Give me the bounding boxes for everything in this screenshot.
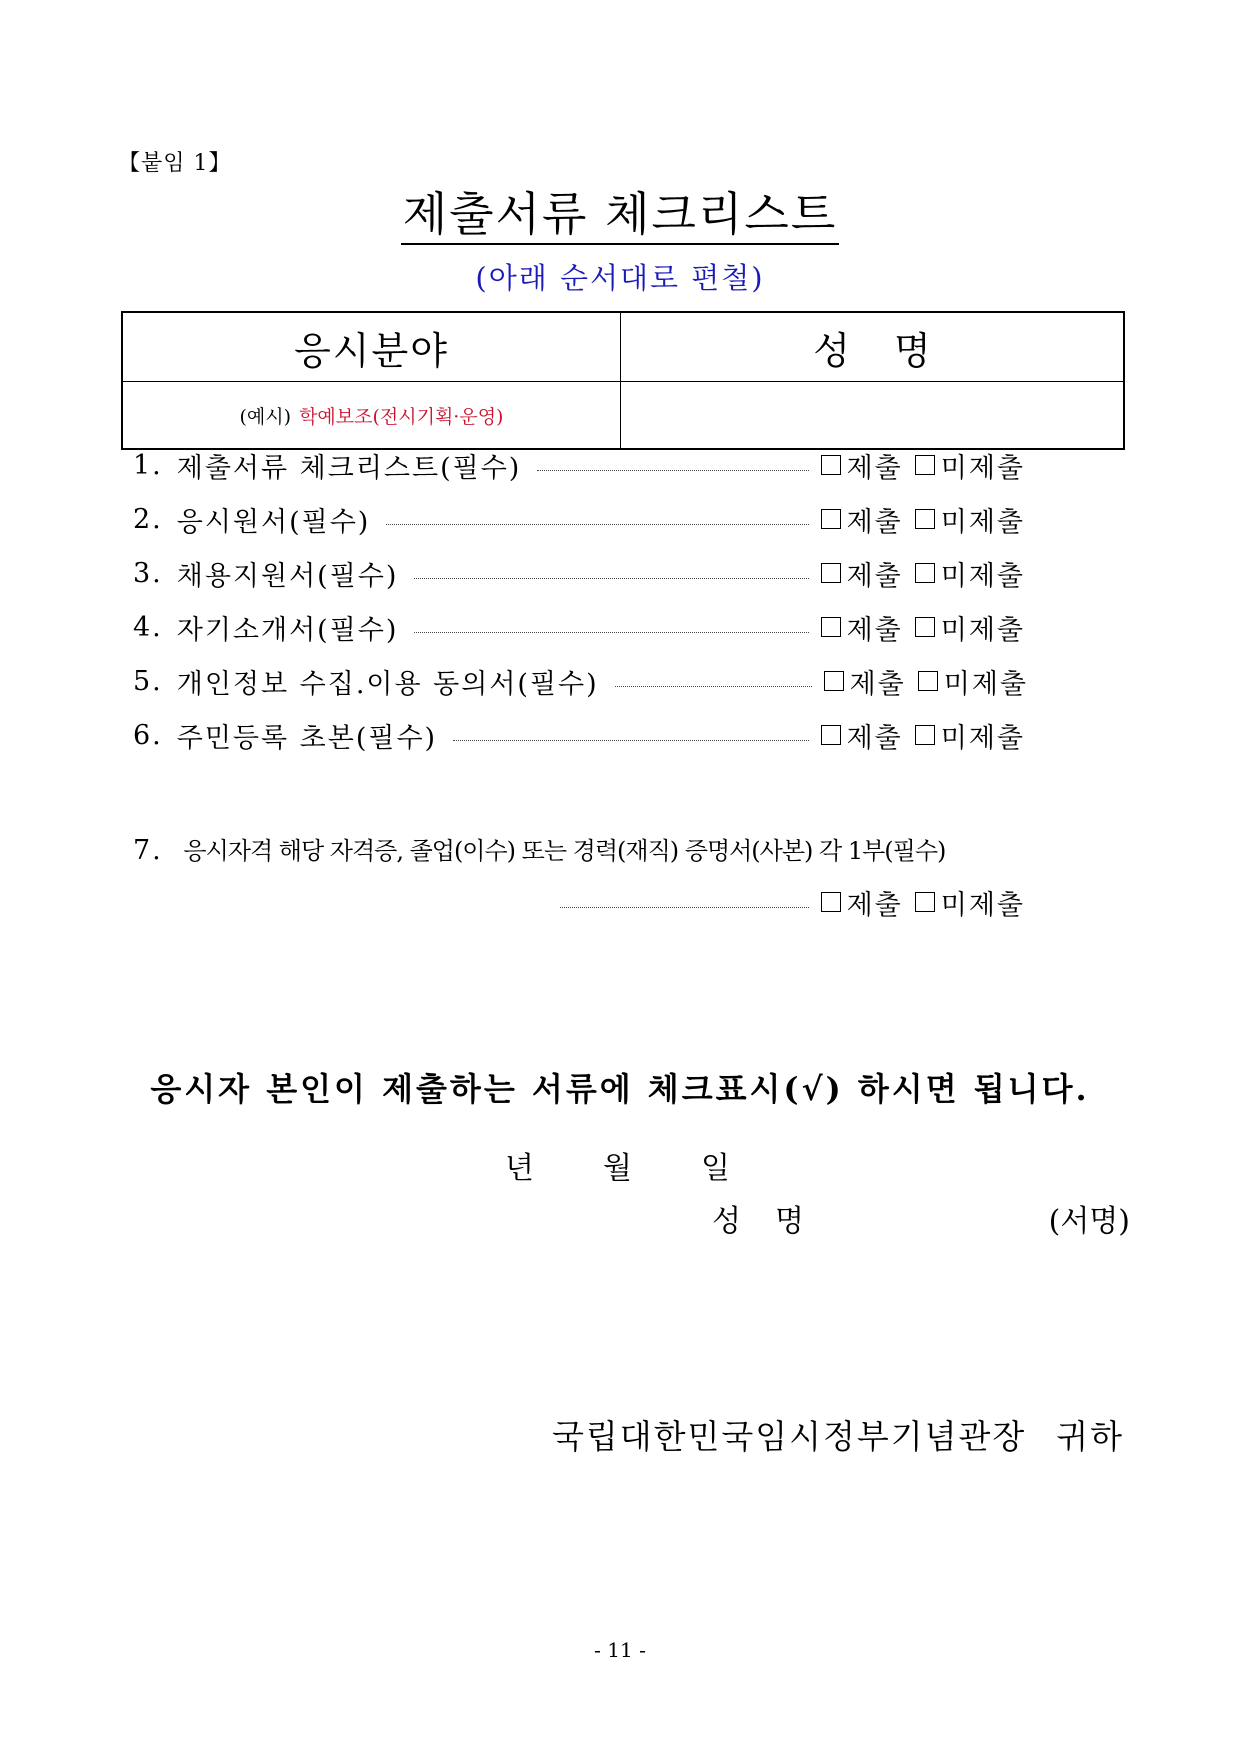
submitted-label: 제출 bbox=[846, 614, 903, 646]
dotted-leader bbox=[414, 632, 808, 633]
submitted-checkbox[interactable] bbox=[821, 892, 841, 912]
item-number: 4. bbox=[133, 611, 163, 643]
dotted-leader bbox=[453, 740, 809, 741]
check-group bbox=[824, 662, 1028, 701]
applicant-info-table bbox=[121, 311, 1125, 450]
document-title-text: 제출서류 체크리스트 bbox=[401, 187, 840, 245]
submitted-checkbox[interactable] bbox=[821, 725, 841, 745]
submitted-checkbox[interactable] bbox=[821, 563, 841, 583]
recipient-line bbox=[552, 1411, 1124, 1458]
field-example-cell[interactable] bbox=[123, 382, 620, 448]
document-subtitle: (아래 순서대로 편철) bbox=[475, 261, 765, 295]
example-value: 학예보조(전시기획·운영) bbox=[299, 405, 504, 428]
date-line bbox=[505, 1143, 730, 1187]
dotted-leader bbox=[386, 524, 808, 525]
not-submitted-checkbox[interactable] bbox=[915, 563, 935, 583]
example-prefix: (예시) bbox=[239, 405, 292, 428]
check-group bbox=[821, 446, 1025, 485]
name-input-cell[interactable] bbox=[621, 382, 1123, 448]
submitted-label: 제출 bbox=[846, 452, 903, 484]
submitted-label: 제출 bbox=[849, 668, 906, 700]
list-item-2 bbox=[133, 499, 1025, 539]
item-label: 주민등록 초본(필수) bbox=[176, 722, 438, 754]
dotted-leader bbox=[414, 578, 808, 579]
page-number: - 11 - bbox=[594, 1638, 646, 1662]
dotted-leader bbox=[615, 686, 812, 687]
not-submitted-label: 미제출 bbox=[940, 560, 1025, 592]
check-group bbox=[821, 500, 1025, 539]
check-group bbox=[821, 716, 1025, 755]
submitted-label: 제출 bbox=[846, 506, 903, 538]
recipient-suffix: 귀하 bbox=[1056, 1417, 1125, 1456]
submitted-label: 제출 bbox=[846, 560, 903, 592]
item-number: 7. bbox=[133, 835, 163, 866]
not-submitted-checkbox[interactable] bbox=[915, 455, 935, 475]
item-number: 3. bbox=[133, 557, 163, 589]
check-group bbox=[821, 554, 1025, 593]
list-item-4 bbox=[133, 607, 1025, 647]
list-item-6 bbox=[133, 715, 1025, 755]
not-submitted-label: 미제출 bbox=[940, 722, 1025, 754]
not-submitted-label: 미제출 bbox=[940, 506, 1025, 538]
item-number: 6. bbox=[133, 719, 163, 751]
not-submitted-checkbox[interactable] bbox=[915, 892, 935, 912]
not-submitted-checkbox[interactable] bbox=[915, 617, 935, 637]
submitted-label: 제출 bbox=[846, 722, 903, 754]
attachment-label: 【붙임 1】 bbox=[118, 151, 232, 176]
item-number: 1. bbox=[133, 449, 163, 481]
check-group bbox=[821, 608, 1025, 647]
submitted-checkbox[interactable] bbox=[821, 617, 841, 637]
item-label: 개인정보 수집.이용 동의서(필수) bbox=[176, 668, 599, 700]
list-item-5 bbox=[133, 661, 1028, 701]
header-name bbox=[621, 313, 1123, 381]
document-title bbox=[0, 178, 1240, 244]
submitted-checkbox[interactable] bbox=[821, 509, 841, 529]
item-label: 응시자격 해당 자격증, 졸업(이수) 또는 경력(재직) 증명서(사본) 각 1부(필수) bbox=[183, 837, 946, 865]
item-label: 자기소개서(필수) bbox=[176, 614, 399, 646]
date-day-label: 일 bbox=[701, 1151, 730, 1186]
signer-name-label bbox=[712, 1196, 838, 1240]
list-item-7-checks bbox=[560, 882, 1025, 922]
not-submitted-checkbox[interactable] bbox=[915, 725, 935, 745]
submitted-checkbox[interactable] bbox=[824, 671, 844, 691]
dotted-leader bbox=[560, 907, 809, 908]
not-submitted-label: 미제출 bbox=[940, 889, 1025, 921]
not-submitted-label: 미제출 bbox=[940, 614, 1025, 646]
header-name-text: 성명 bbox=[813, 328, 975, 373]
signature-line bbox=[712, 1196, 1130, 1240]
signature-label: (서명) bbox=[1048, 1204, 1130, 1239]
recipient-org: 국립대한민국임시정부기념관장 bbox=[552, 1417, 1027, 1456]
item-label: 응시원서(필수) bbox=[176, 506, 371, 538]
check-group bbox=[821, 883, 1025, 922]
item-label: 채용지원서(필수) bbox=[176, 560, 399, 592]
date-year-label: 년 bbox=[505, 1151, 534, 1186]
not-submitted-checkbox[interactable] bbox=[915, 509, 935, 529]
item-number: 5. bbox=[133, 665, 163, 697]
item-number: 2. bbox=[133, 503, 163, 535]
submitted-checkbox[interactable] bbox=[821, 455, 841, 475]
signer-name-text: 성명 bbox=[712, 1204, 838, 1239]
dotted-leader bbox=[537, 470, 808, 471]
not-submitted-checkbox[interactable] bbox=[918, 671, 938, 691]
submitted-label: 제출 bbox=[846, 889, 903, 921]
not-submitted-label: 미제출 bbox=[943, 668, 1028, 700]
instruction-text: 응시자 본인이 제출하는 서류에 체크표시(√) 하시면 됩니다. bbox=[150, 1070, 1090, 1108]
list-item-7 bbox=[133, 831, 945, 866]
item-label: 제출서류 체크리스트(필수) bbox=[176, 452, 522, 484]
list-item-1 bbox=[133, 445, 1025, 485]
date-month-label: 월 bbox=[603, 1151, 632, 1186]
list-item-3 bbox=[133, 553, 1025, 593]
not-submitted-label: 미제출 bbox=[940, 452, 1025, 484]
header-field: 응시분야 bbox=[294, 328, 449, 373]
